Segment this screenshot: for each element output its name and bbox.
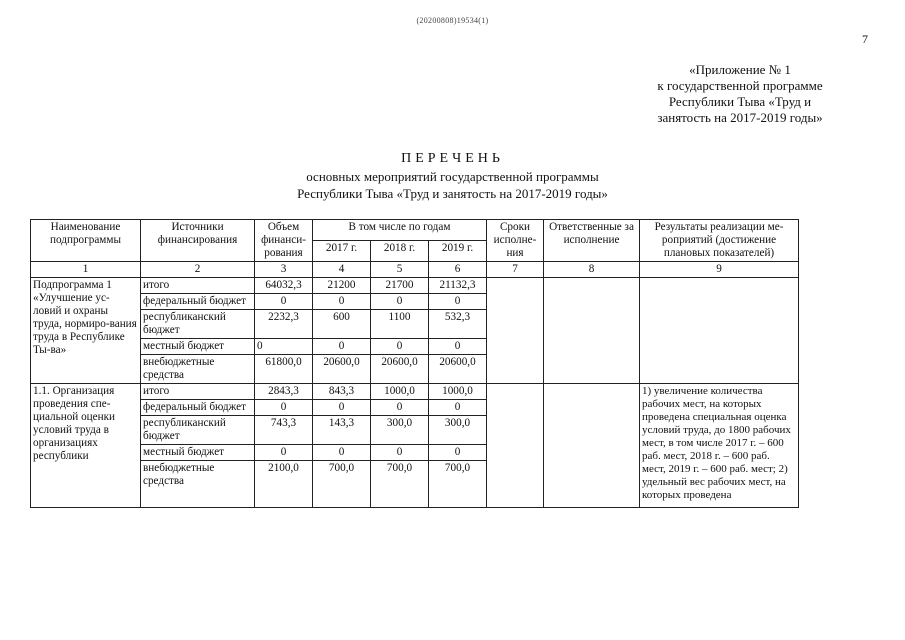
source-cell: федеральный бюджет: [141, 400, 255, 416]
title-subtitle-1: основных мероприятий государственной программы: [306, 169, 599, 184]
y2018-cell: 1000,0: [371, 384, 429, 400]
source-cell: итого: [141, 384, 255, 400]
y2017-cell: 700,0: [313, 461, 371, 508]
y2018-cell: 0: [371, 445, 429, 461]
program-name-cell: Подпрограмма 1 «Улучшение ус-ловий и охраны труда, нормиро-вания труда в Республике Ты-ва»: [31, 278, 141, 384]
y2018-cell: 0: [371, 400, 429, 416]
y2019-cell: 700,0: [429, 461, 487, 508]
y2017-cell: 0: [313, 445, 371, 461]
appendix-line-3: Республики Тыва «Труд и: [668, 94, 812, 109]
y2019-cell: 21132,3: [429, 278, 487, 294]
volume-cell: 2843,3: [255, 384, 313, 400]
results-cell: [640, 278, 799, 384]
header-name: Наименование подпрограммы: [31, 220, 141, 262]
y2017-cell: 0: [313, 400, 371, 416]
title-subtitle-2: Республики Тыва «Труд и занятость на 2017-2019 годы»: [297, 186, 608, 201]
table-row: [31, 278, 799, 294]
col-number: 5: [371, 262, 429, 278]
col-number: 7: [487, 262, 544, 278]
y2018-cell: 21700: [371, 278, 429, 294]
y2017-cell: 0: [313, 339, 371, 355]
volume-cell: 743,3: [255, 416, 313, 445]
y2018-cell: 300,0: [371, 416, 429, 445]
y2018-cell: 0: [371, 339, 429, 355]
col-number: 8: [544, 262, 640, 278]
source-cell: местный бюджет: [141, 445, 255, 461]
col-number: 9: [640, 262, 799, 278]
responsible-cell: [544, 278, 640, 384]
source-cell: внебюджетные средства: [141, 355, 255, 384]
appendix-line-4: занятость на 2017-2019 годы»: [657, 110, 823, 125]
column-number-row: [31, 262, 799, 278]
title-main: ПЕРЕЧЕНЬ: [401, 151, 504, 166]
y2017-cell: 21200: [313, 278, 371, 294]
page-number: 7: [862, 32, 868, 46]
source-cell: республиканский бюджет: [141, 416, 255, 445]
document-title: [0, 150, 905, 202]
appendix-note: [615, 62, 865, 126]
y2019-cell: 0: [429, 294, 487, 310]
appendix-line-2: к государственной программе: [657, 78, 823, 93]
source-cell: республиканский бюджет: [141, 310, 255, 339]
col-number: 6: [429, 262, 487, 278]
volume-cell: 0: [255, 294, 313, 310]
terms-cell: [487, 278, 544, 384]
col-number: 3: [255, 262, 313, 278]
y2019-cell: 0: [429, 339, 487, 355]
volume-cell: 61800,0: [255, 355, 313, 384]
document-id: (20200808)19534(1): [416, 16, 489, 25]
y2019-cell: 0: [429, 400, 487, 416]
y2019-cell: 532,3: [429, 310, 487, 339]
y2019-cell: 300,0: [429, 416, 487, 445]
header-2017: 2017 г.: [313, 241, 371, 262]
volume-cell: 2100,0: [255, 461, 313, 508]
col-number: 4: [313, 262, 371, 278]
header-2019: 2019 г.: [429, 241, 487, 262]
header-source: Источники финансирования: [141, 220, 255, 262]
y2018-cell: 20600,0: [371, 355, 429, 384]
y2017-cell: 0: [313, 294, 371, 310]
source-cell: внебюджетные средства: [141, 461, 255, 508]
volume-cell: 2232,3: [255, 310, 313, 339]
y2019-cell: 1000,0: [429, 384, 487, 400]
terms-cell: [487, 384, 544, 508]
table-row: [31, 384, 799, 400]
y2018-cell: 700,0: [371, 461, 429, 508]
header-2018: 2018 г.: [371, 241, 429, 262]
header-by-years: В том числе по годам: [313, 220, 487, 241]
col-number: 1: [31, 262, 141, 278]
y2019-cell: 20600,0: [429, 355, 487, 384]
y2017-cell: 843,3: [313, 384, 371, 400]
y2017-cell: 20600,0: [313, 355, 371, 384]
header-terms: Сроки исполне-ния: [487, 220, 544, 262]
responsible-cell: [544, 384, 640, 508]
appendix-line-1: «Приложение № 1: [689, 62, 791, 77]
volume-cell: 0: [255, 445, 313, 461]
y2017-cell: 143,3: [313, 416, 371, 445]
y2018-cell: 0: [371, 294, 429, 310]
source-cell: итого: [141, 278, 255, 294]
header-volume: Объем финанси-рования: [255, 220, 313, 262]
y2019-cell: 0: [429, 445, 487, 461]
header-results: Результаты реализации ме-роприятий (достижение плановых показателей): [640, 220, 799, 262]
measures-table: [30, 219, 799, 508]
volume-cell: 0: [255, 339, 313, 355]
measure-name-cell: 1.1. Организация проведения спе-циальной оценки условий труда в организациях республики: [31, 384, 141, 508]
header-responsible: Ответственные за исполнение: [544, 220, 640, 262]
source-cell: федеральный бюджет: [141, 294, 255, 310]
source-cell: местный бюджет: [141, 339, 255, 355]
volume-cell: 64032,3: [255, 278, 313, 294]
results-cell: 1) увеличение количества рабочих мест, на которых проведена специальная оценка условий труда, до 1800 рабочих мест, в том числе 2017 г. – 600 раб. мест, 2018 г. – 600 раб. мест, 2019 г. – 600 раб. мест; 2) удельный вес рабочих мест, на которых проведена: [640, 384, 799, 508]
y2018-cell: 1100: [371, 310, 429, 339]
header-row-1: [31, 220, 799, 241]
y2017-cell: 600: [313, 310, 371, 339]
volume-cell: 0: [255, 400, 313, 416]
col-number: 2: [141, 262, 255, 278]
